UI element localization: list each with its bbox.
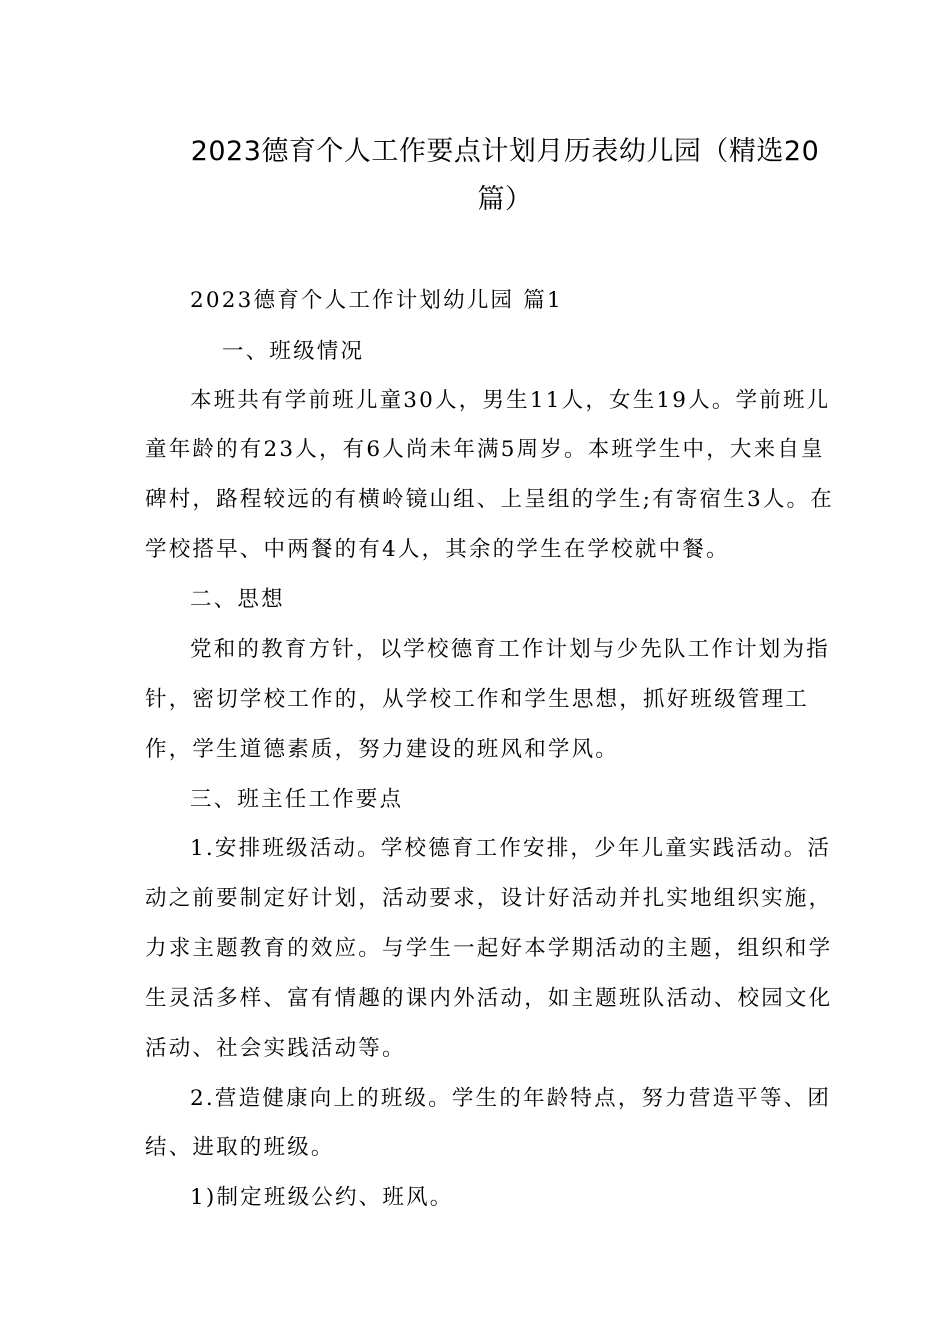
paragraph-line: 动之前要制定好计划，活动要求，设计好活动并扎实地组织实施， (145, 886, 833, 911)
list-item: 1)制定班级公约、班风。 (190, 1185, 454, 1210)
heading-teacher-key-points: 三、班主任工作要点 (190, 787, 404, 812)
paragraph-line: 童年龄的有23人，有6人尚未年满5周岁。本班学生中，大来自皇 (145, 437, 825, 462)
paragraph-line: 碑村，路程较远的有横岭镜山组、上呈组的学生;有寄宿生3人。在 (145, 487, 834, 512)
heading-class-situation: 一、班级情况 (222, 339, 365, 364)
paragraph-line: 作，学生道德素质，努力建设的班风和学风。 (145, 737, 620, 762)
paragraph-line: 活动、社会实践活动等。 (145, 1036, 406, 1061)
paragraph-line: 党和的教育方针，以学校德育工作计划与少先队工作计划为指 (190, 637, 830, 662)
paragraph-line: 结、进取的班级。 (145, 1135, 335, 1160)
paragraph-line: 生灵活多样、富有情趣的课内外活动，如主题班队活动、校园文化 (145, 986, 833, 1011)
document-title-line-1: 2023德育个人工作要点计划月历表幼儿园（精选20 (190, 136, 820, 167)
document-title-line-2: 篇） (477, 184, 533, 215)
paragraph-line: 力求主题教育的效应。与学生一起好本学期活动的主题，组织和学 (145, 936, 833, 961)
paragraph-line: 1.安排班级活动。学校德育工作安排，少年儿童实践活动。活 (190, 836, 832, 861)
heading-thought: 二、思想 (190, 587, 285, 612)
paragraph-line: 2.营造健康向上的班级。学生的年龄特点，努力营造平等、团 (190, 1086, 832, 1111)
section-subtitle: 2023德育个人工作计划幼儿园 篇1 (190, 288, 563, 313)
paragraph-line: 本班共有学前班儿童30人，男生11人，女生19人。学前班儿 (190, 388, 831, 413)
paragraph-line: 学校搭早、中两餐的有4人，其余的学生在学校就中餐。 (145, 537, 730, 562)
paragraph-line: 针，密切学校工作的，从学校工作和学生思想，抓好班级管理工 (145, 687, 809, 712)
